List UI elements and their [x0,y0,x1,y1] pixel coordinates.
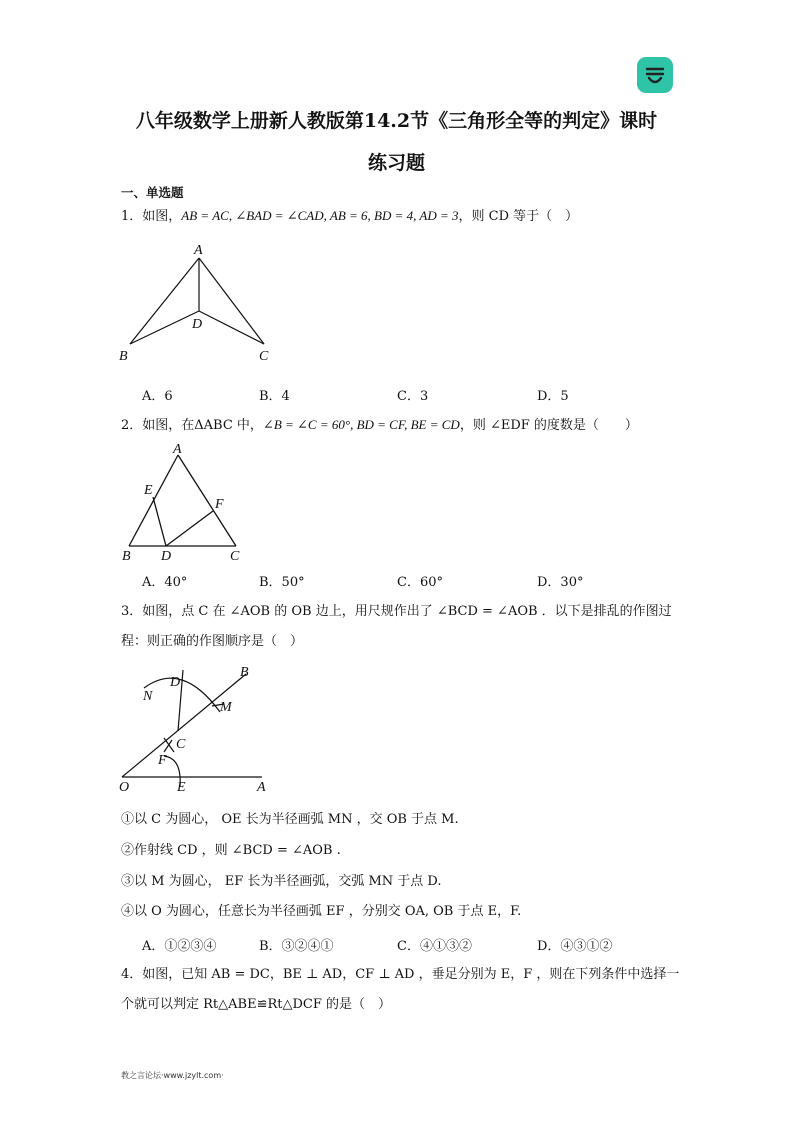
q1-option-a[interactable]: A．6 [142,389,173,404]
question-3-line2: 程：则正确的作图顺序是（ ） [121,634,304,649]
q3-option-a[interactable]: A．①②③④ [142,939,217,954]
q2-option-c[interactable]: C．60° [397,575,443,590]
teal-menu-icon [637,57,673,93]
q3-step-1: ①以 C 为圆心， OE 长为半径画弧 MN ，交 OB 于点 M. [121,812,459,827]
fig3-label-f: F [158,753,167,768]
fig3-label-n: N [143,689,153,704]
q3-step-2: ②作射线 CD ，则 ∠BCD = ∠AOB . [121,843,341,858]
logo-icon [637,57,673,93]
fig3-label-e: E [177,780,186,795]
page-title: 八年级数学上册新人教版第14.2节《三角形全等的判定》课时 [135,110,658,132]
fig2-label-e: E [144,483,153,498]
question-4-line2: 个就可以判定 Rt△ABE≌Rt△DCF 的是（ ） [121,997,391,1012]
q3-step-3: ③以 M 为圆心， EF 长为半径画弧，交弧 MN 于点 D. [121,874,442,889]
figure-3 [112,660,282,796]
question-3-line1: 3．如图，点 C 在 ∠AOB 的 OB 边上，用尺规作出了 ∠BCD = ∠AOB ．以下是排乱的作图过 [121,604,672,619]
question-2-text: 2．如图，在ΔABC 中，∠B = ∠C = 60°, BD = CF, BE = CD，则 ∠EDF 的度数是（ ） [121,417,638,433]
fig2-label-d: D [161,549,172,564]
fig1-label-a: A [194,243,203,258]
q1-option-b[interactable]: B．4 [259,389,290,404]
q3-option-c[interactable]: C．④①③② [397,939,472,954]
footer-text: 教之言论坛·www.jzylt.com· [121,1071,224,1080]
q2-option-d[interactable]: D．30° [537,575,584,590]
fig2-label-a: A [173,442,182,457]
fig3-label-b: B [240,665,249,680]
q1-option-c[interactable]: C．3 [397,389,429,404]
fig3-label-a: A [257,780,266,795]
question-2-math: ∠B = ∠C = 60°, BD = CF, BE = CD [262,417,460,432]
question-4-line1: 4．如图，已知 AB = DC，BE ⊥ AD，CF ⊥ AD ，垂足分别为 E，F ，则在下列条件中选择一 [121,967,680,982]
page-title-line2: 练习题 [367,152,425,174]
fig2-label-f: F [215,497,224,512]
fig1-label-b: B [119,349,128,364]
q3-option-d[interactable]: D．④③①② [537,939,613,954]
fig2-label-c: C [230,549,240,564]
fig3-label-o: O [119,780,130,795]
section-heading: 一、单选题 [121,185,184,200]
fig1-label-d: D [192,317,203,332]
q3-option-b[interactable]: B．③②④① [259,939,334,954]
fig3-label-d: D [170,675,181,690]
question-1-text: 1．如图，AB = AC, ∠BAD = ∠CAD, AB = 6, BD = 4, AD = 3，则 CD 等于（ ） [121,208,579,224]
figure-2 [115,438,250,564]
q2-option-a[interactable]: A．40° [142,575,188,590]
question-1-math: AB = AC, ∠BAD = ∠CAD, AB = 6, BD = 4, AD = 3 [181,208,459,223]
fig2-label-b: B [122,549,131,564]
q1-option-d[interactable]: D．5 [537,389,569,404]
figure-1 [112,236,282,368]
fig1-label-c: C [259,349,269,364]
q2-option-b[interactable]: B．50° [259,575,305,590]
q3-step-4: ④以 O 为圆心，任意长为半径画弧 EF ，分别交 OA, OB 于点 E，F. [121,904,522,919]
fig3-label-c: C [176,737,186,752]
fig3-label-m: M [220,700,232,715]
